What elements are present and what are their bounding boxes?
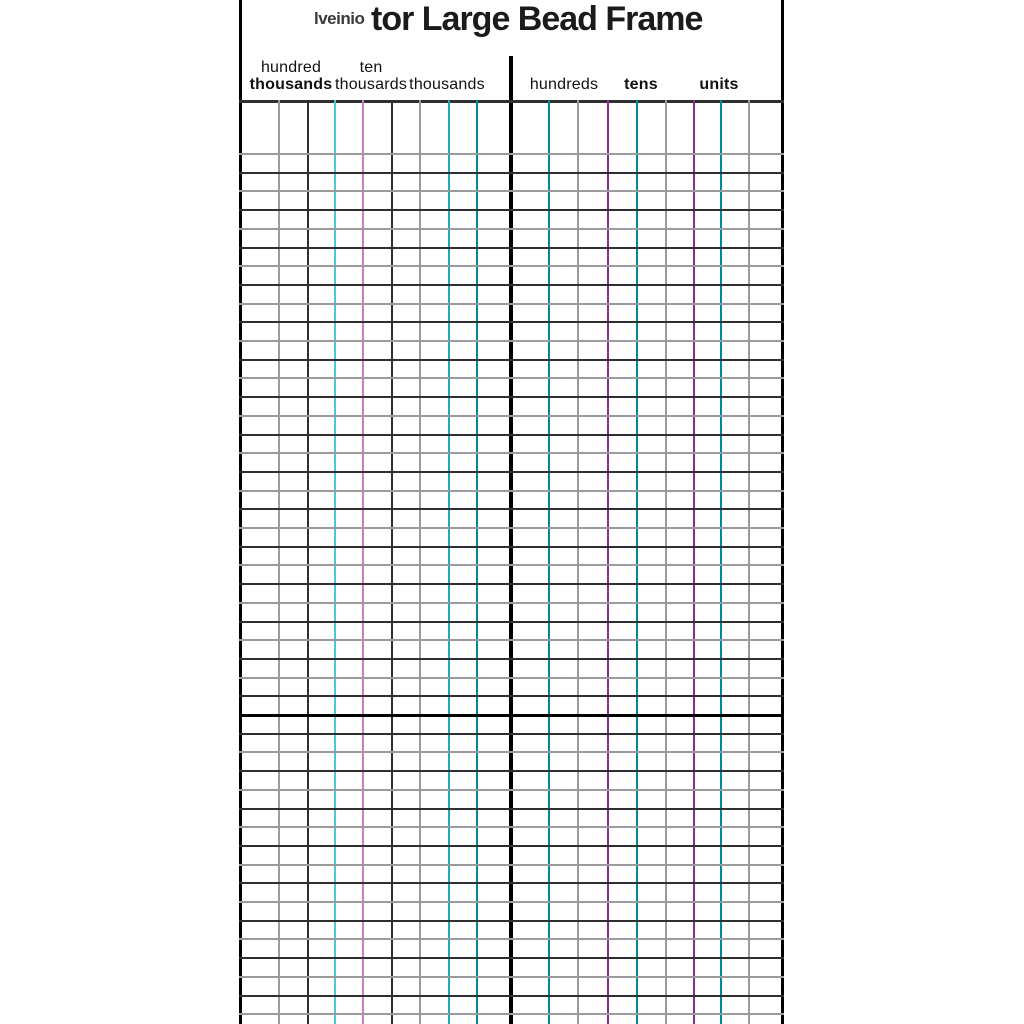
grid-hline: [239, 415, 784, 417]
grid-hline: [239, 602, 784, 604]
grid-hline: [239, 920, 784, 922]
grid-hline: [239, 490, 784, 492]
grid-vline-gray: [419, 100, 421, 1024]
grid-hline: [239, 995, 784, 997]
grid-section-divider: [239, 714, 784, 717]
grid-vline-teal: [548, 100, 550, 1024]
grid-hline: [239, 546, 784, 548]
grid-vline-gray: [278, 100, 280, 1024]
grid-hline: [239, 826, 784, 828]
grid-hline: [239, 733, 784, 735]
grid-vline-cyan: [334, 100, 336, 1024]
grid-vline-teal: [720, 100, 722, 1024]
grid-hline: [239, 359, 784, 361]
header-line-bottom: thousards: [334, 76, 408, 93]
grid-vline-gray: [665, 100, 667, 1024]
grid-hline: [239, 695, 784, 697]
grid-hline: [239, 639, 784, 641]
grid-hline: [239, 677, 784, 679]
grid-hline: [239, 434, 784, 436]
grid-vline-gray: [748, 100, 750, 1024]
grid-hline: [239, 938, 784, 940]
grid-hline: [239, 901, 784, 903]
header-line-top: [654, 59, 784, 76]
grid-vline-teal: [636, 100, 638, 1024]
center-place-divider: [509, 56, 513, 1024]
grid-hline: [239, 377, 784, 379]
grid-hline: [239, 303, 784, 305]
grid-vline-dark: [391, 100, 393, 1024]
title-overlap-fragment: lveinio: [314, 9, 365, 28]
grid-vline-purple: [693, 100, 695, 1024]
grid-hline: [239, 564, 784, 566]
grid-hline: [239, 1013, 784, 1015]
grid-hline: [239, 471, 784, 473]
grid-hline: [239, 153, 784, 155]
grid-hline: [239, 957, 784, 959]
column-header-thousands: [382, 59, 512, 99]
header-line-bottom: hundreds: [529, 76, 599, 93]
header-line-bottom: thousands: [409, 76, 485, 93]
grid-hline: [239, 209, 784, 211]
grid-hline: [239, 172, 784, 174]
header-line-top: [382, 59, 512, 76]
grid-hline: [239, 265, 784, 267]
grid-hline: [239, 583, 784, 585]
header-line-top: ten: [359, 59, 383, 76]
worksheet-title: tor Large Bead Frame: [371, 0, 703, 38]
column-header-units: [654, 59, 784, 99]
grid-vline-pink: [362, 100, 364, 1024]
grid-top-line: [239, 100, 784, 103]
grid-hline: [239, 658, 784, 660]
grid-hline: [239, 190, 784, 192]
grid-hline: [239, 789, 784, 791]
grid-vline-teal_med: [448, 100, 450, 1024]
grid-vline-dark: [307, 100, 309, 1024]
grid-hline: [239, 284, 784, 286]
header-line-top: hundred: [260, 59, 322, 76]
grid-hline: [239, 527, 784, 529]
grid-hline: [239, 247, 784, 249]
grid-hline: [239, 808, 784, 810]
grid-hline: [239, 396, 784, 398]
grid-hline: [239, 770, 784, 772]
grid-hline: [239, 321, 784, 323]
grid-vline-purple: [607, 100, 609, 1024]
grid-hline: [239, 882, 784, 884]
header-line-bottom: tens: [624, 76, 658, 93]
grid-vline-teal: [476, 100, 478, 1024]
grid-hline: [239, 508, 784, 510]
grid-hline: [239, 864, 784, 866]
grid-hline: [239, 751, 784, 753]
grid-hline: [239, 621, 784, 623]
grid-hline: [239, 845, 784, 847]
grid-hline: [239, 452, 784, 454]
header-line-bottom: units: [699, 76, 739, 93]
grid-vline-gray: [577, 100, 579, 1024]
grid-hline: [239, 228, 784, 230]
grid-hline: [239, 976, 784, 978]
grid-hline: [239, 340, 784, 342]
header-line-bottom: thousands: [249, 76, 333, 93]
